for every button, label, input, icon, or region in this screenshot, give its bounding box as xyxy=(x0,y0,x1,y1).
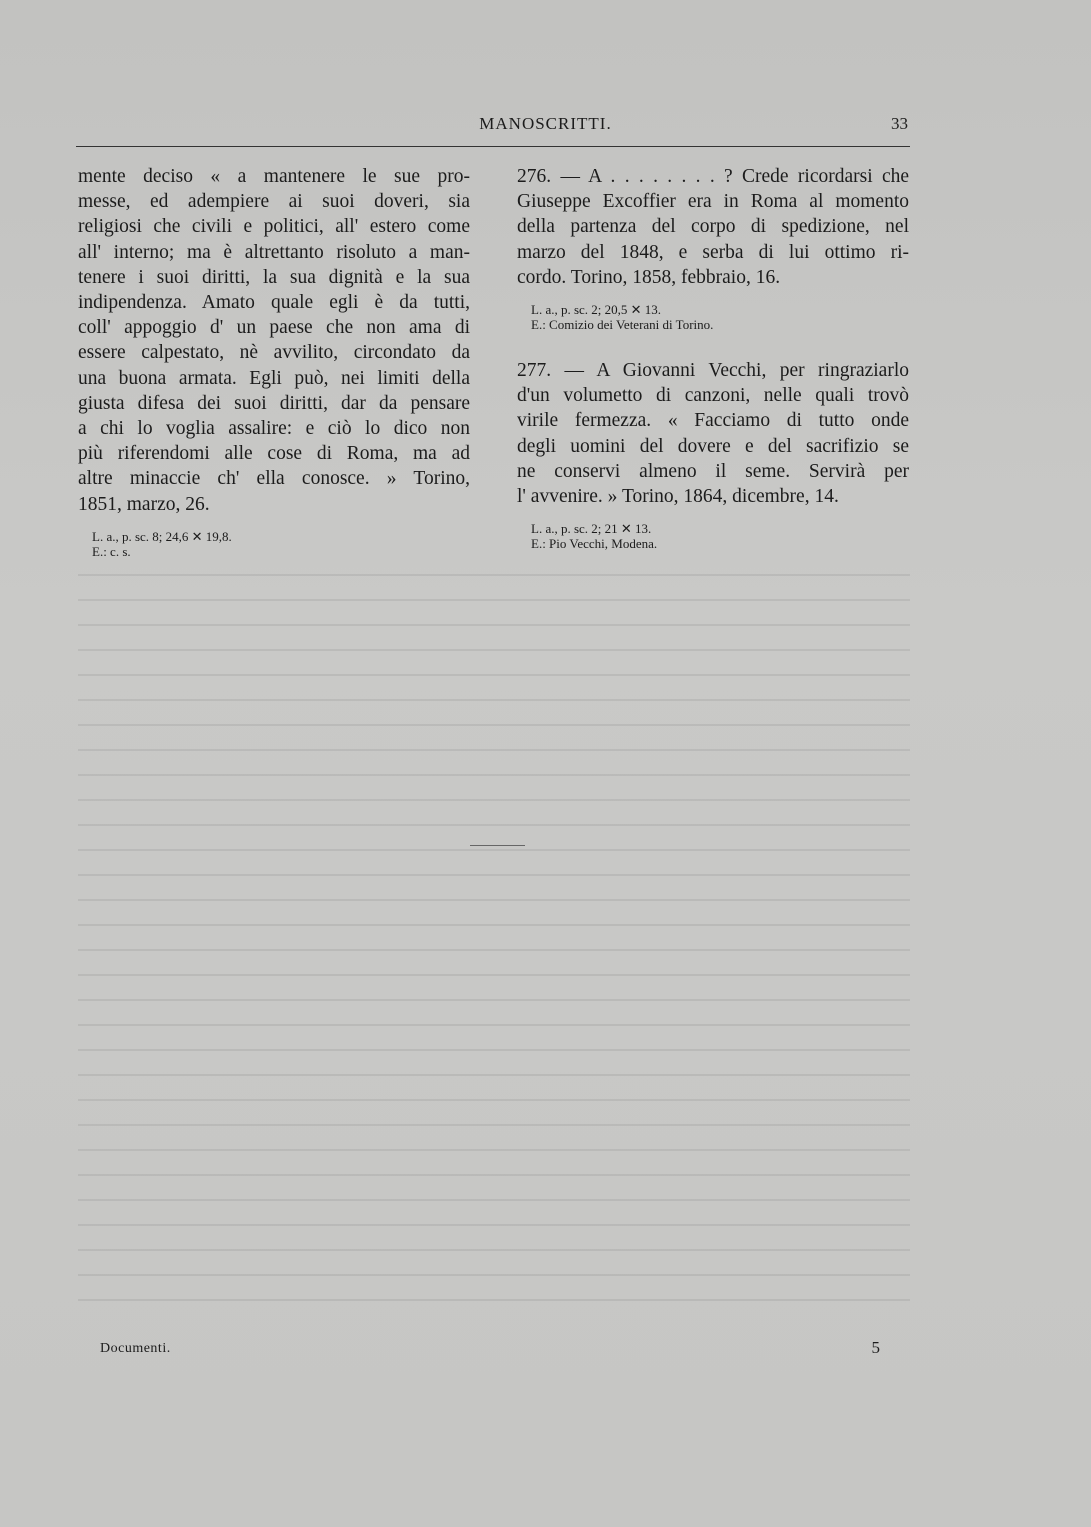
text-line: degli uomini del dovere e del sacrifizio se xyxy=(517,435,909,457)
note-line: E.: Comizio dei Veterani di Torino. xyxy=(531,317,714,333)
text-line: a chi lo voglia assalire: e ciò lo dico non xyxy=(78,418,470,440)
text-line: altre minaccie ch' ella conosce. » Torino, xyxy=(78,468,470,490)
show-through-texture xyxy=(78,560,910,1320)
text-line: cordo. Torino, 1858, febbraio, 16. xyxy=(517,266,781,288)
note-line: E.: Pio Vecchi, Modena. xyxy=(531,536,658,552)
bibliographic-note xyxy=(517,521,909,551)
text-line: tenere i suoi diritti, la sua dignità e la sua xyxy=(78,266,470,288)
running-title: MANOSCRITTI. xyxy=(479,114,612,133)
bibliographic-note xyxy=(517,302,909,332)
text-line: 1851, marzo, 26. xyxy=(78,493,210,515)
text-line: virile fermezza. « Facciamo di tutto onde xyxy=(517,410,909,432)
text-line: marzo del 1848, e serba di lui ottimo ri- xyxy=(517,241,909,263)
note-line: L. a., p. sc. 2; 20,5 ✕ 13. xyxy=(531,302,662,318)
text-line: religiosi che civili e politici, all' estero come xyxy=(78,216,470,238)
note-line: L. a., p. sc. 8; 24,6 ✕ 19,8. xyxy=(92,528,232,544)
spacer xyxy=(517,332,909,358)
signature-mark: Documenti. xyxy=(100,1341,171,1356)
note-line: E.: c. s. xyxy=(92,543,131,559)
text-line: della partenza del corpo di spedizione, nel xyxy=(517,216,909,238)
text-line: Giuseppe Excoffier era in Roma al momento xyxy=(517,191,909,213)
page-number: 33 xyxy=(891,114,908,133)
text-line: una buona armata. Egli può, nei limiti della xyxy=(78,367,470,389)
text-line: coll' appoggio d' un paese che non ama di xyxy=(78,317,470,339)
text-line: 276. — A . . . . . . . . ? Crede ricordarsi che xyxy=(517,166,909,187)
text-line: giusta difesa dei suoi diritti, dar da pensare xyxy=(78,392,470,414)
text-line: essere calpestato, nè avvilito, circondato da xyxy=(78,342,470,364)
text-line: messe, ed adempiere ai suoi doveri, sia xyxy=(78,191,470,213)
entry-276 xyxy=(517,164,909,290)
text-line: ne conservi almeno il seme. Servirà per xyxy=(517,460,909,482)
header-rule xyxy=(76,146,910,147)
text-line: mente deciso « a mantenere le sue pro- xyxy=(78,166,470,187)
text-line: all' interno; ma è altrettanto risoluto a man- xyxy=(78,241,470,263)
letter-text xyxy=(78,164,470,517)
right-column xyxy=(517,164,909,551)
sheet-number: 5 xyxy=(871,1338,880,1357)
note-line: L. a., p. sc. 2; 21 ✕ 13. xyxy=(531,521,652,537)
text-line: d'un volumetto di canzoni, nelle quali trovò xyxy=(517,385,909,407)
bibliographic-note xyxy=(78,529,470,559)
text-line: 277. — A Giovanni Vecchi, per ringraziarlo xyxy=(517,360,909,382)
entry-277 xyxy=(517,358,909,509)
section-divider xyxy=(470,845,525,846)
text-line: più riferendomi alle cose di Roma, ma ad xyxy=(78,443,470,465)
text-line: l' avvenire. » Torino, 1864, dicembre, 14. xyxy=(517,486,839,508)
left-column xyxy=(78,164,470,559)
text-line: indipendenza. Amato quale egli è da tutti, xyxy=(78,292,470,314)
